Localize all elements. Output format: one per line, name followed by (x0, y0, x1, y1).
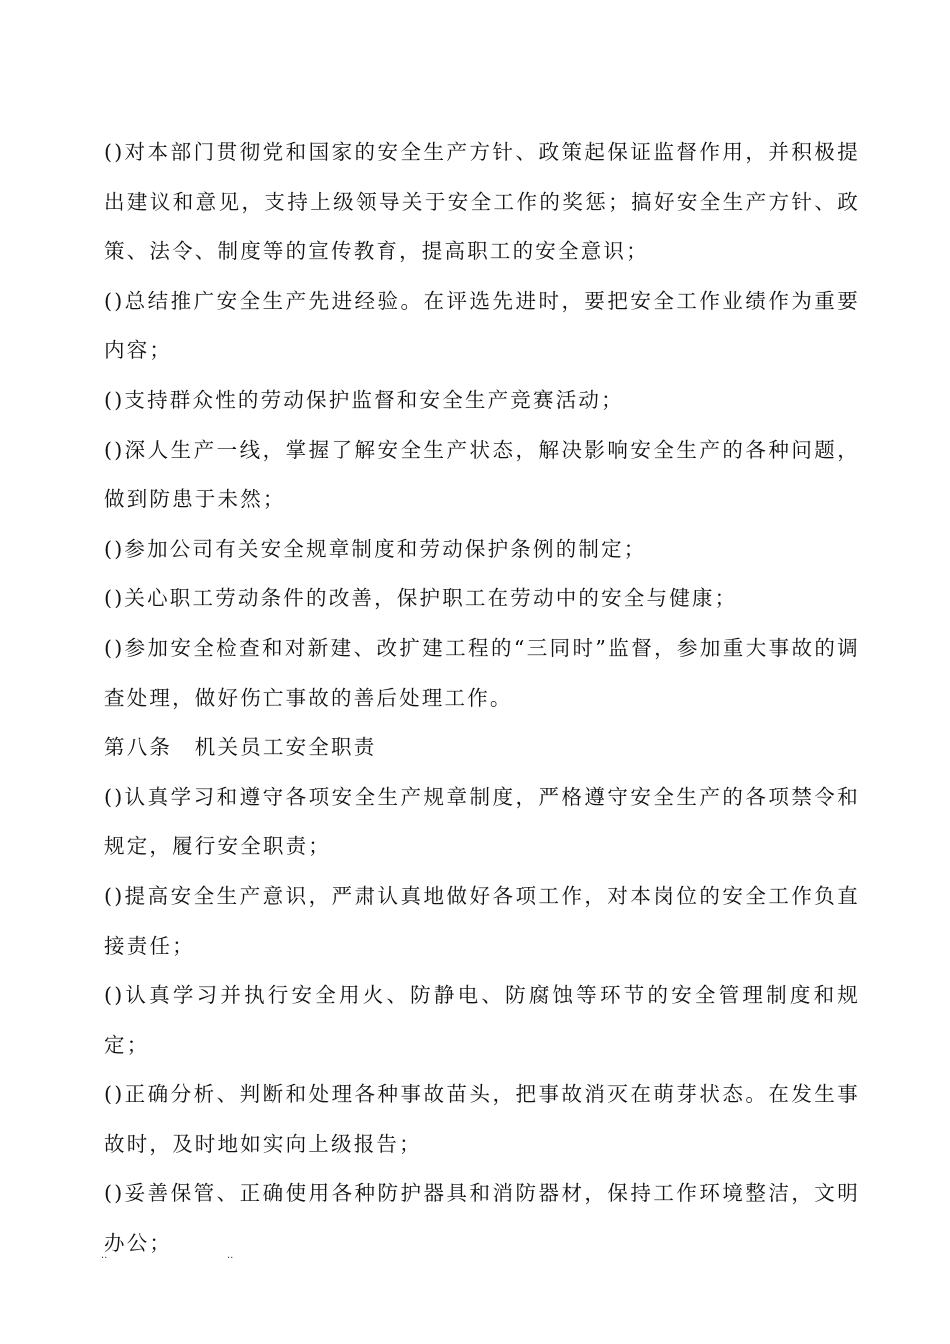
section-paragraph-4: ()正确分析、判断和处理各种事故苗头，把事故消灭在萌芽状态。在发生事故时，及时地如实向上级报告； (104, 1082, 860, 1156)
section-paragraph-5: ()妥善保管、正确使用各种防护器具和消防器材，保持工作环境整洁，文明办公； (104, 1181, 860, 1256)
page-footer (0, 1250, 950, 1266)
paragraph-6: ()关心职工劳动条件的改善，保护职工在劳动中的安全与健康； (104, 586, 738, 611)
document-body (104, 128, 860, 1269)
paragraph-3: ()支持群众性的劳动保护监督和安全生产竞赛活动； (104, 387, 624, 412)
footer-right-mark: .. (227, 1250, 234, 1261)
paragraph-1: ()对本部门贯彻党和国家的安全生产方针、政策起保证监督作用，并积极提出建议和意见，支持上级领导关于安全工作的奖惩；搞好安全生产方针、政策、法令、制度等的宣传教育，提高职工的安全意识； (104, 140, 860, 264)
section-paragraph-2: ()提高安全生产意识，严肃认真地做好各项工作，对本岗位的安全工作负直接责任； (104, 883, 860, 958)
paragraph-7: ()参加安全检查和对新建、改扩建工程的“三同时”监督，参加重大事故的调查处理，做好伤亡事故的善后处理工作。 (104, 635, 860, 710)
paragraph-5: ()参加公司有关安全规章制度和劳动保护条例的制定； (104, 536, 647, 561)
paragraph-4: ()深人生产一线，掌握了解安全生产状态，解决影响安全生产的各种问题，做到防患于未然； (104, 437, 860, 512)
section-paragraph-3: ()认真学习并执行安全用火、防静电、防腐蚀等环节的安全管理制度和规定； (104, 983, 860, 1057)
section-heading: 第八条 机关员工安全职责 (104, 735, 377, 760)
footer-left-mark: .. (101, 1250, 108, 1261)
section-paragraph-1: ()认真学习和遵守各项安全生产规章制度，严格遵守安全生产的各项禁令和规定，履行安全职责； (104, 784, 860, 859)
paragraph-2: ()总结推广安全生产先进经验。在评选先进时，要把安全工作业绩作为重要内容； (104, 288, 860, 363)
